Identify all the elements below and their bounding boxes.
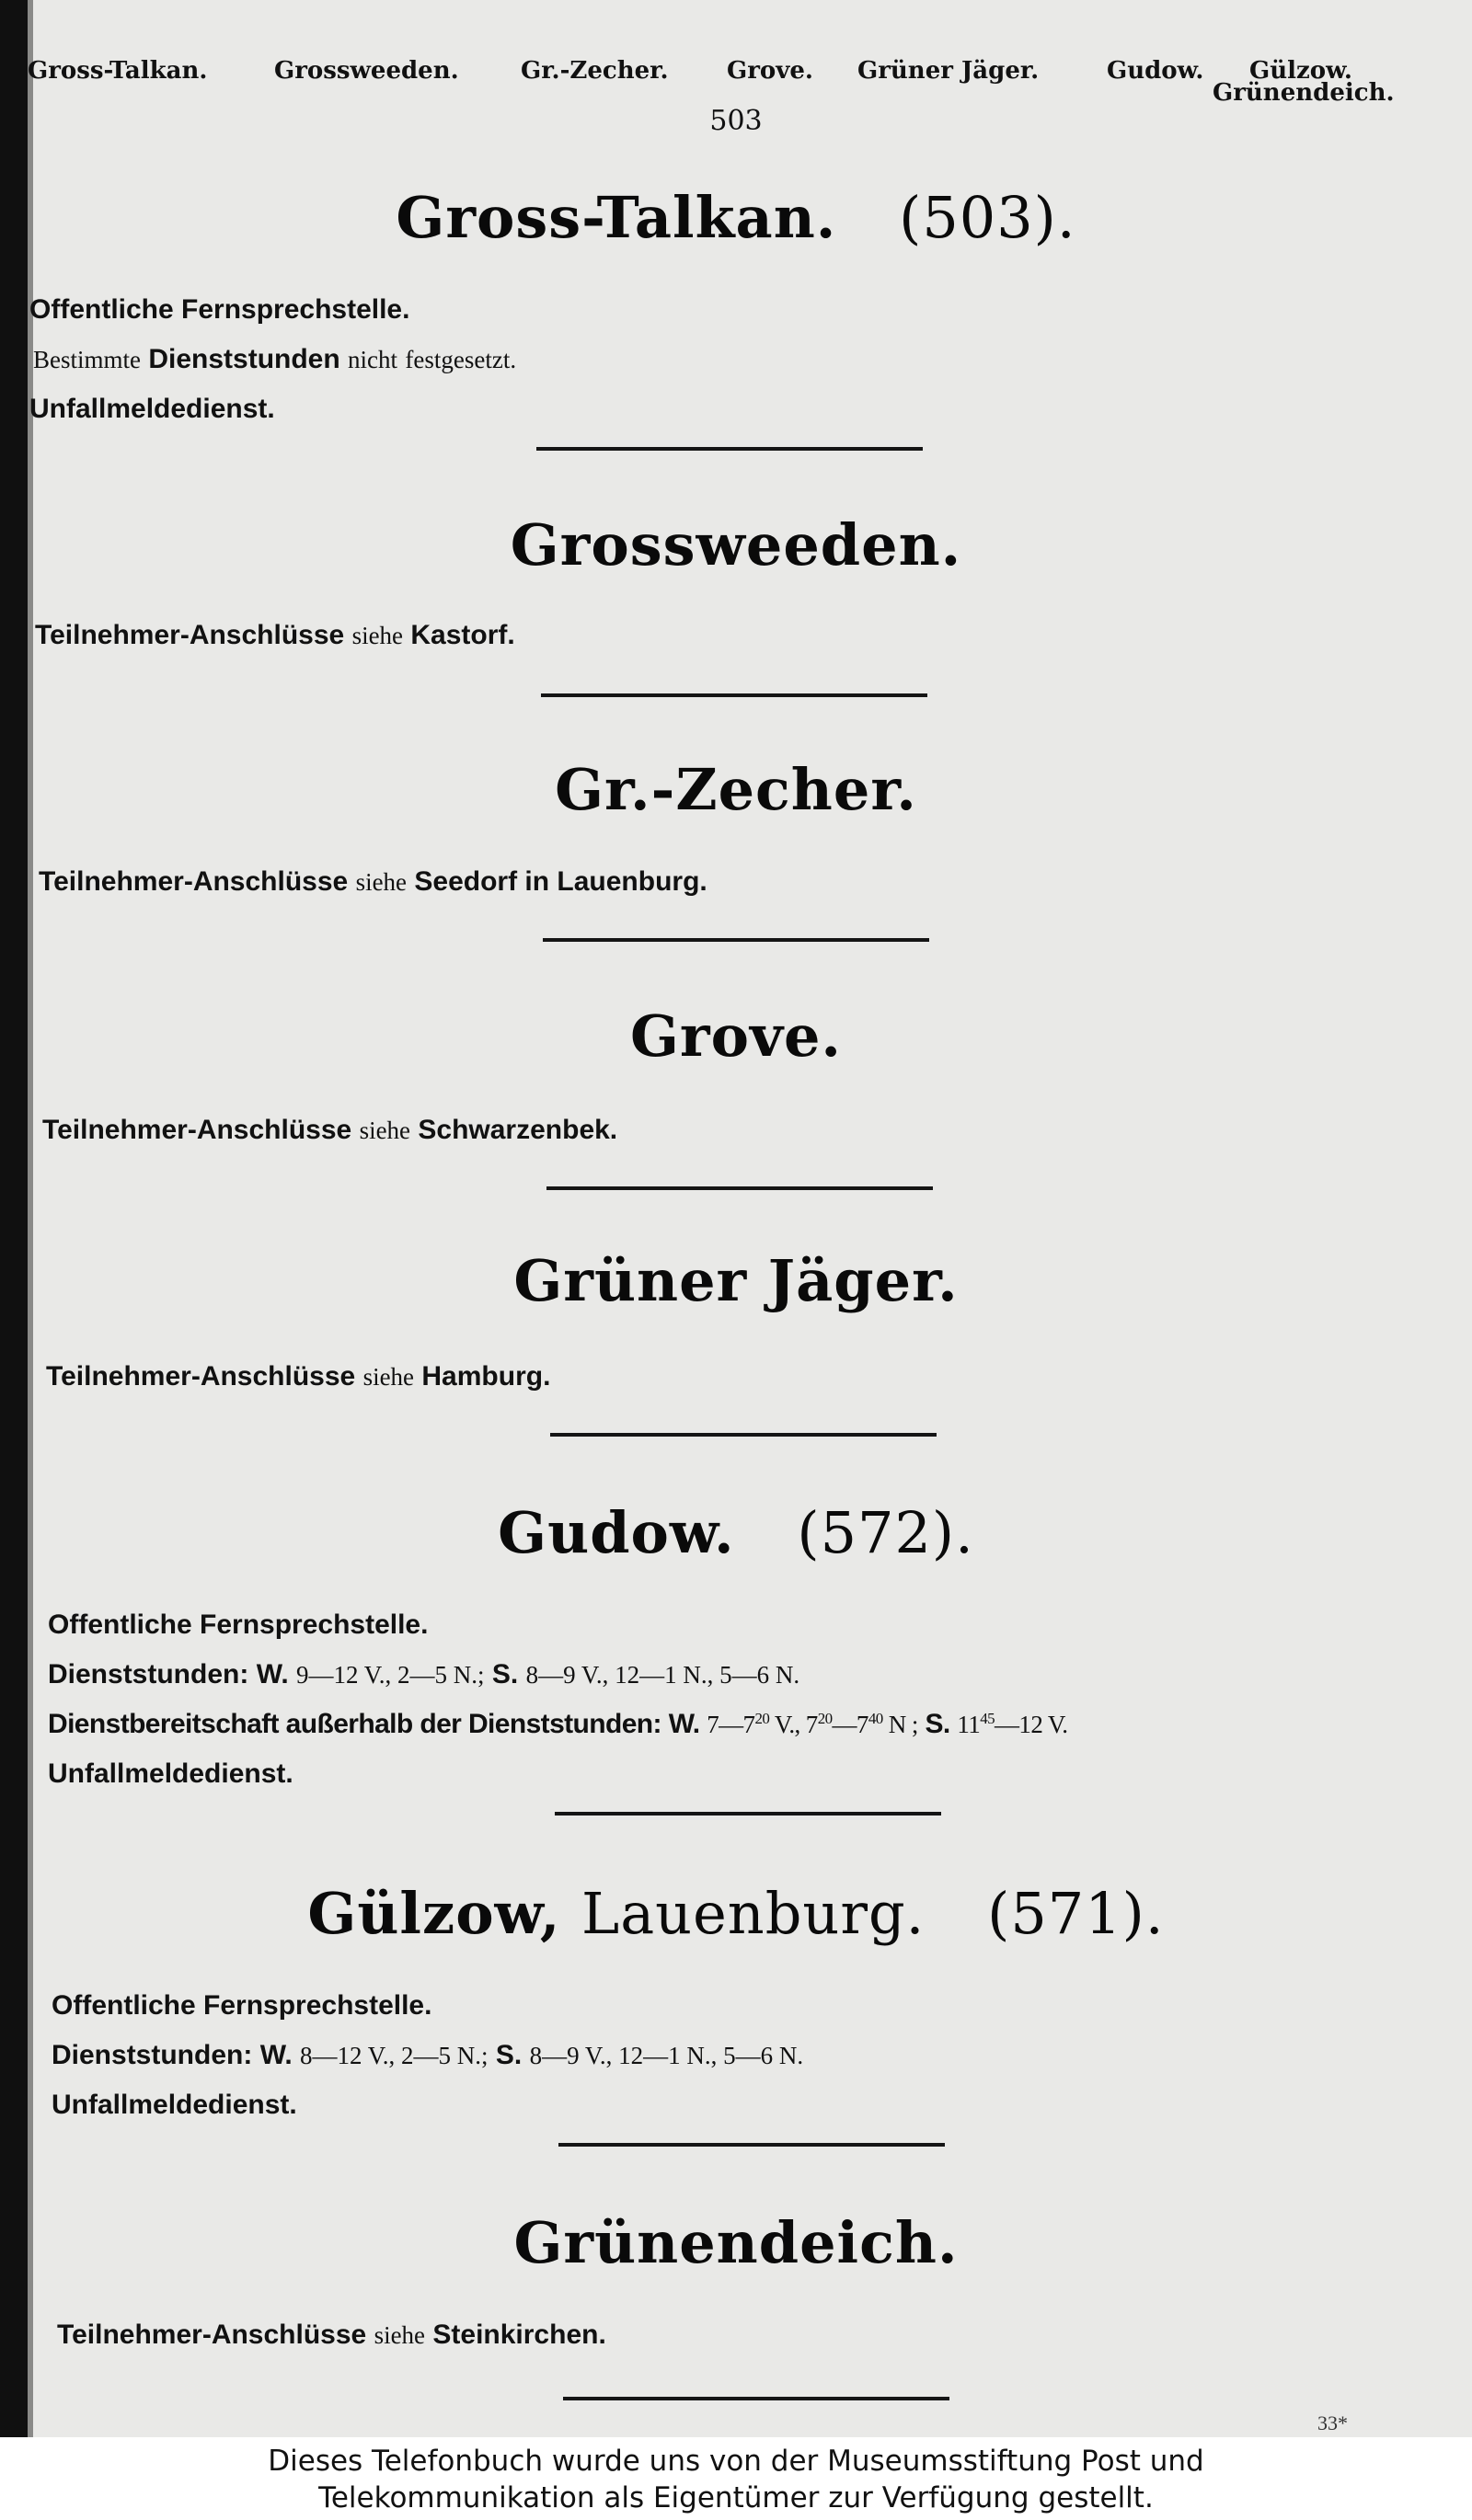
entry-separator [546, 1186, 933, 1190]
entry-separator [543, 938, 929, 942]
entry-title-gruener-jaeger: Grüner Jäger. [513, 1247, 959, 1314]
corner-mark: 33* [1317, 2411, 1348, 2434]
copyright-footer [0, 2437, 1472, 2520]
entry-line: Teilnehmer-Anschlüsse siehe Hamburg. [46, 1361, 551, 1392]
entry-separator [558, 2143, 945, 2147]
entry-line: Offentliche Fernsprechstelle. [52, 1990, 432, 2021]
entry-number: (503). [899, 184, 1076, 251]
entry-line: Offentliche Fernsprechstelle. [29, 294, 410, 325]
entry-title-gross-talkan: Gross-Talkan. (503). [396, 184, 1076, 251]
entry-line: Teilnehmer-Anschlüsse siehe Seedorf in Lauenburg. [39, 866, 707, 897]
entry-separator [541, 693, 927, 697]
entry-line: Unfallmeldedienst. [52, 2090, 297, 2120]
entry-line: Bestimmte Dienststunden nicht festgesetzt. [33, 344, 517, 374]
page-number: 503 [709, 105, 763, 137]
entry-line: Unfallmeldedienst. [29, 394, 275, 424]
entry-line: Offentliche Fernsprechstelle. [48, 1609, 429, 1640]
header-name-1: Gross-Talkan. [28, 57, 208, 85]
entry-separator [550, 1433, 937, 1437]
entry-line: Unfallmeldedienst. [48, 1758, 293, 1789]
entry-line: Dienstbereitschaft außerhalb der Dienststunden: W. $7—7^{20}$ V., $7^{20}—7^{40}$ N ; S. $11^{45}—12$ V. [48, 1709, 1068, 1739]
header-name-5: Grüner Jäger. [857, 57, 1040, 85]
entry-number: (571). [987, 1880, 1165, 1947]
header-name-3: Gr.-Zecher. [521, 57, 669, 85]
entry-line: Teilnehmer-Anschlüsse siehe Kastorf. [35, 620, 515, 650]
entry-title-guelzow: Gülzow, Lauenburg. (571). [307, 1880, 1165, 1947]
entry-separator [555, 1812, 941, 1816]
entry-line: Teilnehmer-Anschlüsse siehe Schwarzenbek. [42, 1115, 618, 1145]
entry-line: Dienststunden: W. 9—12 V., 2—5 N.; S. 8—9 V., 12—1 N., 5—6 N. [48, 1659, 800, 1690]
header-name-7: Gülzow. [1249, 57, 1352, 85]
entry-title-gr-zecher: Gr.-Zecher. [555, 756, 917, 823]
entry-title-gudow: Gudow. (572). [498, 1499, 974, 1566]
footer-line-2: Telekommunikation als Eigentümer zur Verfügung gestellt. [318, 2481, 1154, 2514]
entry-title-grossweeden: Grossweeden. [510, 511, 962, 578]
entry-separator [563, 2397, 949, 2400]
entry-line: Teilnehmer-Anschlüsse siehe Steinkirchen. [57, 2320, 606, 2350]
entry-subtitle: Lauenburg. [581, 1880, 926, 1947]
header-name-continued: Grünendeich. [1213, 79, 1395, 107]
scan-edge-dark [0, 0, 28, 2437]
footer-line-1: Dieses Telefonbuch wurde uns von der Museumsstiftung Post und [268, 2445, 1204, 2478]
entry-line: Dienststunden: W. 8—12 V., 2—5 N.; S. 8—9 V., 12—1 N., 5—6 N. [52, 2040, 804, 2070]
header-name-2: Grossweeden. [274, 57, 459, 85]
entry-title-grove: Grove. [629, 1002, 843, 1070]
header-name-6: Gudow. [1107, 57, 1204, 85]
entry-title-gruenendeich: Grünendeich. [513, 2209, 959, 2276]
header-name-4: Grove. [727, 57, 813, 85]
entry-number: (572). [797, 1499, 974, 1566]
entry-separator [536, 447, 923, 451]
